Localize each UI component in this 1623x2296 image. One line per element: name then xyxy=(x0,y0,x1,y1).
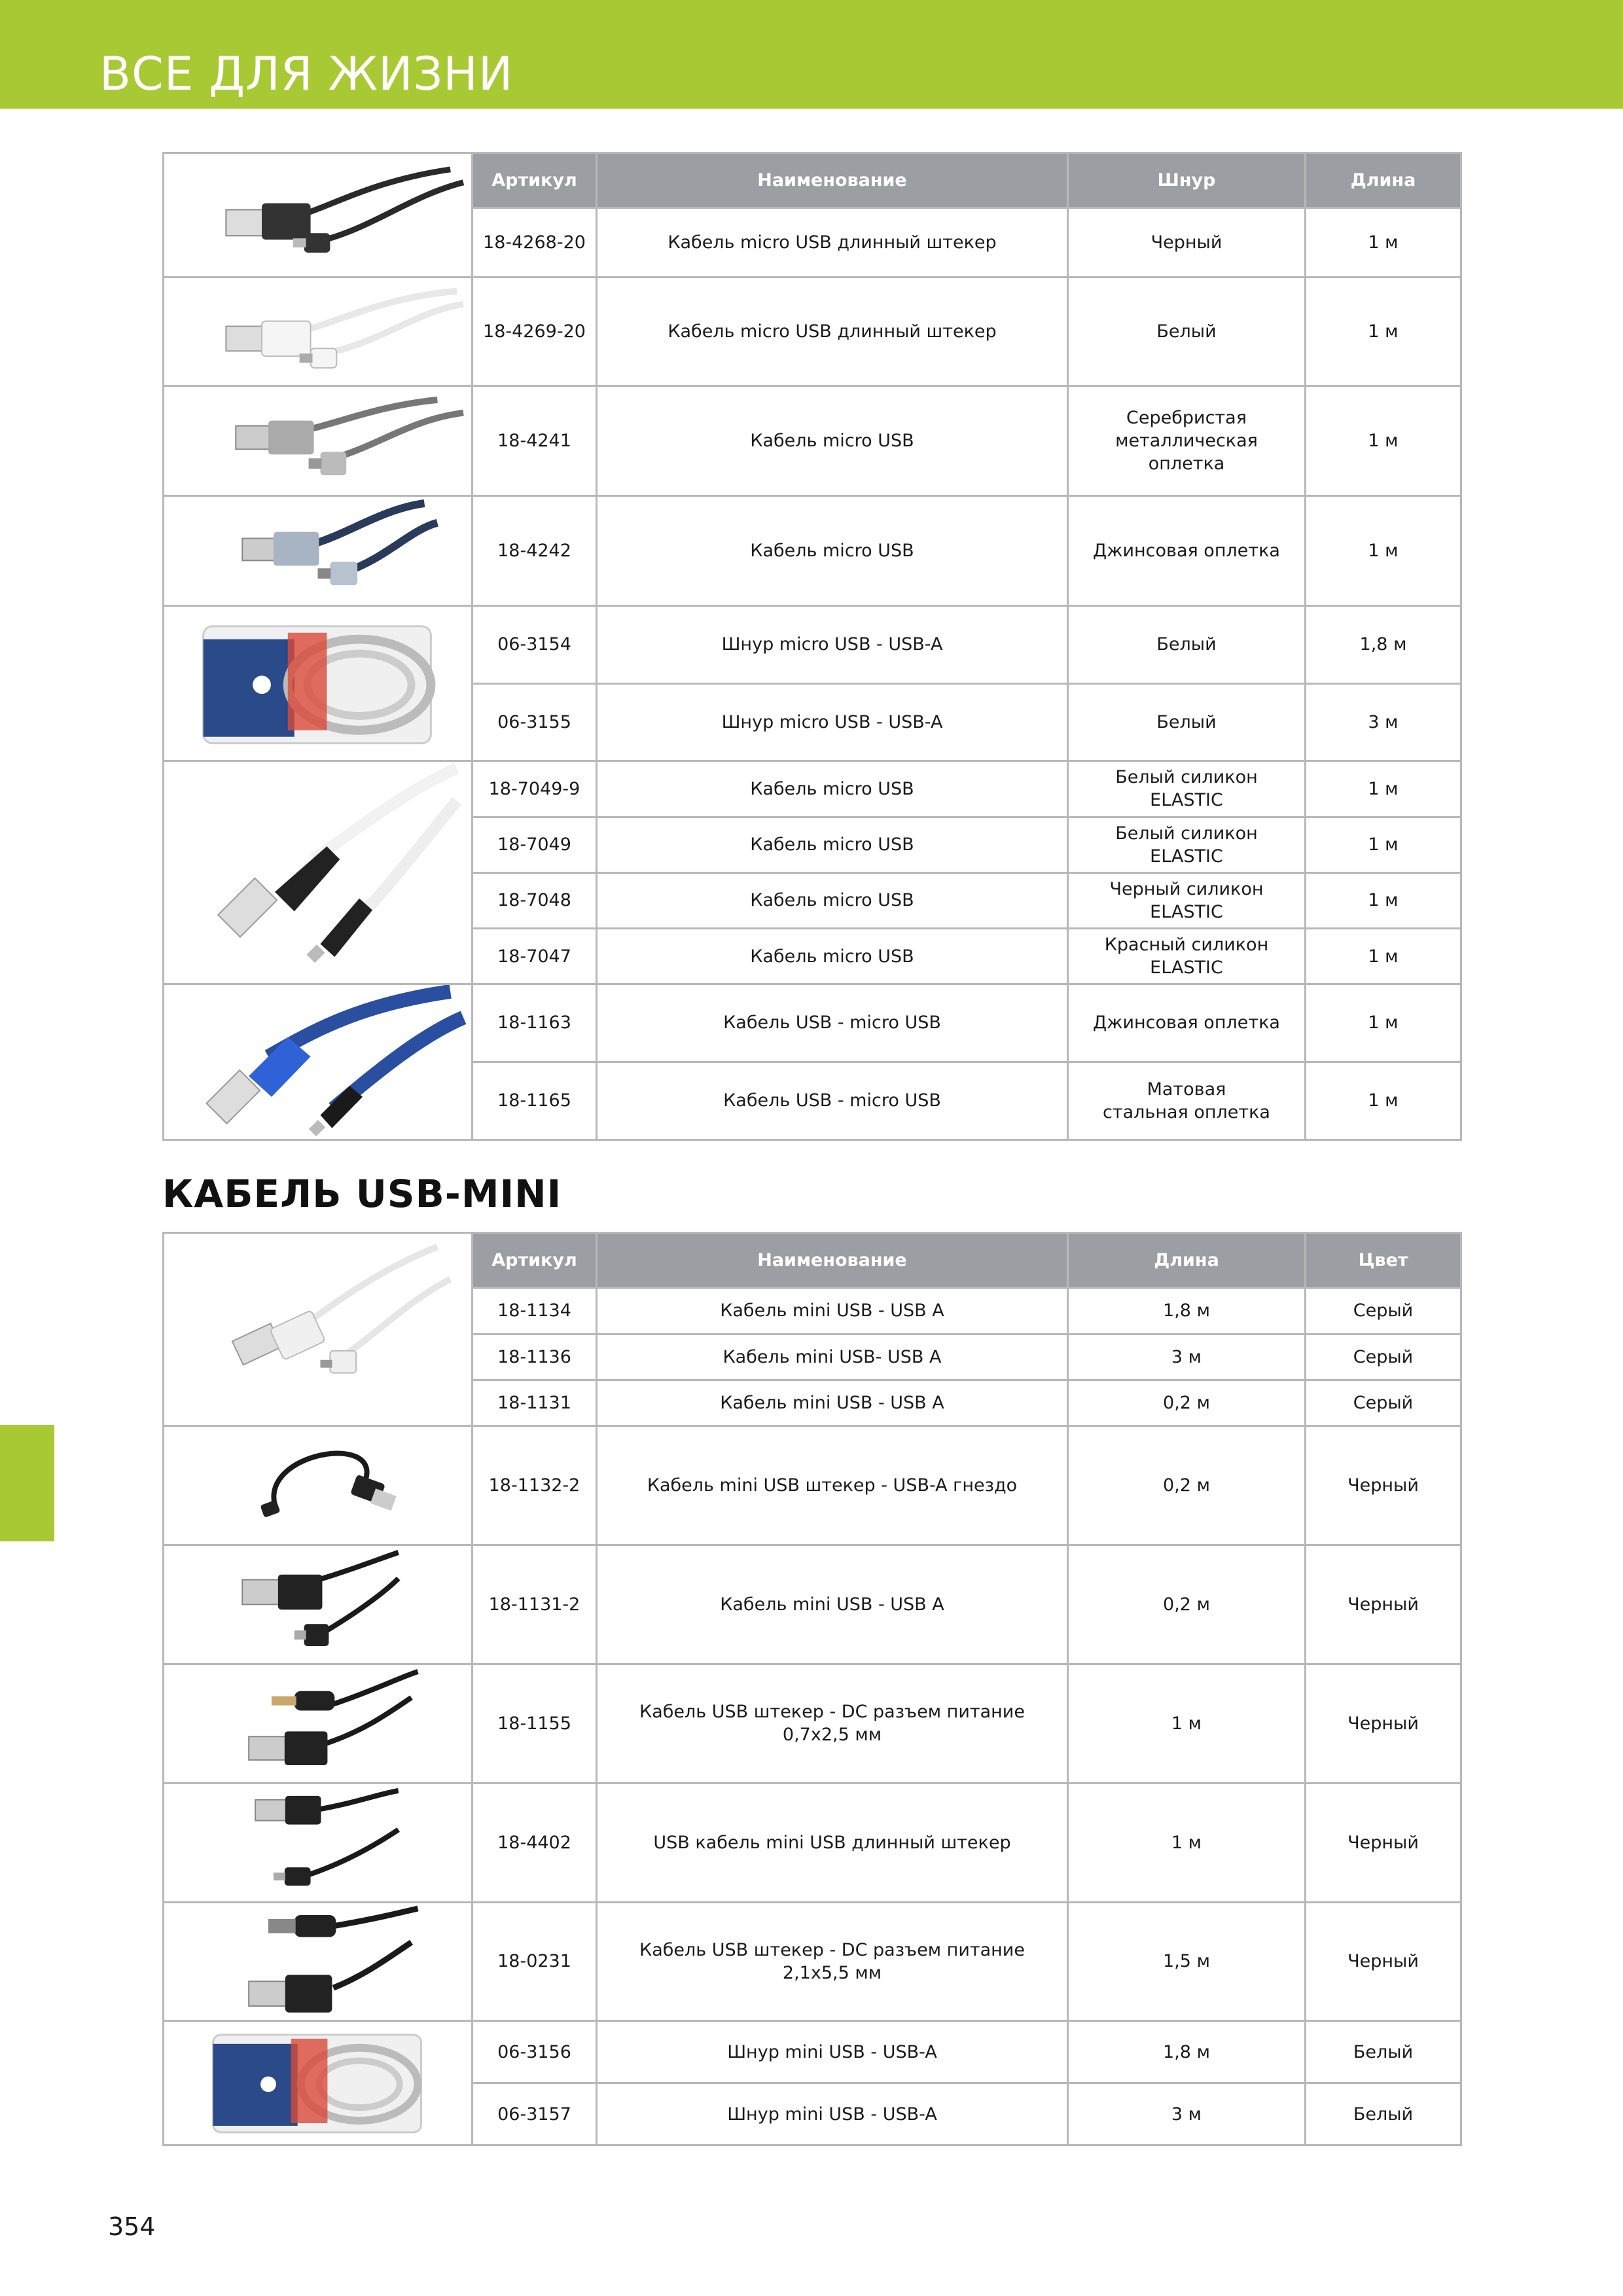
sku-cell: 18-1131-2 xyxy=(473,1545,597,1664)
page-number: 354 xyxy=(108,2212,156,2241)
name-cell: Кабель micro USB xyxy=(597,817,1068,872)
cable-silver-image xyxy=(164,387,471,495)
length-cell: 3 м xyxy=(1068,2083,1306,2145)
cord-cell: Белый xyxy=(1068,605,1306,683)
color-cell: Серый xyxy=(1306,1334,1461,1380)
color-cell: Серый xyxy=(1306,1288,1461,1334)
top-banner xyxy=(0,0,1623,109)
side-section-tab xyxy=(0,1425,54,1541)
table-row xyxy=(164,1664,1461,1783)
sku-cell: 06-3156 xyxy=(473,2021,597,2083)
sku-cell: 18-4269-20 xyxy=(473,278,597,386)
table-row xyxy=(164,495,1461,605)
length-cell: 0,2 м xyxy=(1068,1545,1306,1664)
cable-dc-07-image xyxy=(164,1665,471,1782)
name-cell: Кабель micro USB xyxy=(597,761,1068,817)
sku-cell: 18-7048 xyxy=(473,872,597,928)
color-cell: Черный xyxy=(1306,1902,1461,2021)
product-image xyxy=(164,984,473,1140)
name-cell: Кабель USB - micro USB xyxy=(597,1062,1068,1139)
name-cell: Кабель USB штекер - DC разъем питание 2,1x5,5 мм xyxy=(597,1902,1068,2021)
color-cell: Белый xyxy=(1306,2021,1461,2083)
sku-cell: 18-4268-20 xyxy=(473,208,597,278)
length-cell: 1,8 м xyxy=(1068,2021,1306,2083)
sku-cell: 18-7049-9 xyxy=(473,761,597,817)
col-header: Шнур xyxy=(1068,153,1306,208)
cable-elastic-image xyxy=(164,762,471,983)
table-row xyxy=(164,386,1461,495)
cable-long-plug-image xyxy=(164,1784,471,1901)
name-cell: USB кабель mini USB длинный штекер xyxy=(597,1783,1068,1902)
length-cell: 3 м xyxy=(1306,683,1461,761)
length-cell: 0,2 м xyxy=(1068,1380,1306,1426)
table-row xyxy=(164,2021,1461,2083)
color-cell: Черный xyxy=(1306,1664,1461,1783)
length-cell: 1 м xyxy=(1068,1783,1306,1902)
col-header: Артикул xyxy=(473,1233,597,1288)
mini-usb-table xyxy=(162,1232,1462,2146)
table-row xyxy=(164,1426,1461,1545)
micro-usb-table xyxy=(162,152,1462,1141)
length-cell: 1 м xyxy=(1306,386,1461,495)
table-row xyxy=(164,1902,1461,2021)
cord-cell: Красный силикон ELASTIC xyxy=(1068,928,1306,984)
sku-cell: 06-3154 xyxy=(473,605,597,683)
col-header: Наименование xyxy=(597,153,1068,208)
length-cell: 1 м xyxy=(1306,928,1461,984)
table-row xyxy=(164,984,1461,1062)
sku-cell: 18-1134 xyxy=(473,1288,597,1334)
name-cell: Шнур mini USB - USB-A xyxy=(597,2083,1068,2145)
sku-cell: 06-3157 xyxy=(473,2083,597,2145)
name-cell: Кабель micro USB xyxy=(597,928,1068,984)
length-cell: 1,8 м xyxy=(1068,1288,1306,1334)
length-cell: 1 м xyxy=(1306,872,1461,928)
sku-cell: 18-1165 xyxy=(473,1062,597,1139)
length-cell: 1 м xyxy=(1306,761,1461,817)
cord-cell: Джинсовая оплетка xyxy=(1068,984,1306,1062)
length-cell: 1 м xyxy=(1306,208,1461,278)
sku-cell: 18-1132-2 xyxy=(473,1426,597,1545)
table-row xyxy=(164,761,1461,817)
name-cell: Кабель mini USB - USB A xyxy=(597,1545,1068,1664)
sku-cell: 18-1136 xyxy=(473,1334,597,1380)
color-cell: Черный xyxy=(1306,1545,1461,1664)
sku-cell: 06-3155 xyxy=(473,683,597,761)
table-row xyxy=(164,278,1461,386)
name-cell: Кабель USB штекер - DC разъем питание 0,7x2,5 мм xyxy=(597,1664,1068,1783)
sku-cell: 18-7047 xyxy=(473,928,597,984)
cord-cell: Белый xyxy=(1068,278,1306,386)
name-cell: Кабель mini USB- USB A xyxy=(597,1334,1068,1380)
product-image xyxy=(164,761,473,984)
cable-denim-image xyxy=(164,497,471,605)
length-cell: 0,2 м xyxy=(1068,1426,1306,1545)
color-cell: Черный xyxy=(1306,1426,1461,1545)
section-title-usb-mini: КАБЕЛЬ USB-MINI xyxy=(162,1172,562,1216)
product-image xyxy=(164,495,473,605)
cable-black-image xyxy=(164,156,471,274)
sku-cell: 18-4402 xyxy=(473,1783,597,1902)
sku-cell: 18-1155 xyxy=(473,1664,597,1783)
cable-package-image xyxy=(164,607,471,761)
cord-cell: Белый силикон ELASTIC xyxy=(1068,761,1306,817)
sku-cell: 18-1131 xyxy=(473,1380,597,1426)
product-image xyxy=(164,605,473,761)
product-image xyxy=(164,386,473,495)
cable-blue-image xyxy=(164,985,471,1139)
table-row xyxy=(164,1783,1461,1902)
name-cell: Кабель USB - micro USB xyxy=(597,984,1068,1062)
sku-cell: 18-0231 xyxy=(473,1902,597,2021)
name-cell: Шнур micro USB - USB-A xyxy=(597,605,1068,683)
name-cell: Кабель mini USB - USB A xyxy=(597,1380,1068,1426)
col-header: Наименование xyxy=(597,1233,1068,1288)
length-cell: 1 м xyxy=(1306,984,1461,1062)
cable-package-mini-image xyxy=(164,2022,471,2144)
cable-grey-mini-image xyxy=(164,1234,471,1425)
product-image xyxy=(164,1664,473,1783)
cord-cell: Белый силикон ELASTIC xyxy=(1068,817,1306,872)
color-cell: Серый xyxy=(1306,1380,1461,1426)
product-image xyxy=(164,1902,473,2021)
cord-cell: Белый xyxy=(1068,683,1306,761)
color-cell: Черный xyxy=(1306,1783,1461,1902)
name-cell: Шнур micro USB - USB-A xyxy=(597,683,1068,761)
sku-cell: 18-1163 xyxy=(473,984,597,1062)
length-cell: 1,5 м xyxy=(1068,1902,1306,2021)
col-header: Длина xyxy=(1068,1233,1306,1288)
table-row xyxy=(164,1545,1461,1664)
name-cell: Кабель mini USB - USB A xyxy=(597,1288,1068,1334)
sku-cell: 18-4242 xyxy=(473,495,597,605)
sku-cell: 18-7049 xyxy=(473,817,597,872)
color-cell: Белый xyxy=(1306,2083,1461,2145)
product-image xyxy=(164,278,473,386)
cord-cell: Джинсовая оплетка xyxy=(1068,495,1306,605)
product-image xyxy=(164,1233,473,1426)
name-cell: Кабель micro USB xyxy=(597,495,1068,605)
cable-black-mini-image xyxy=(164,1546,471,1663)
col-header: Артикул xyxy=(473,153,597,208)
length-cell: 1 м xyxy=(1306,1062,1461,1139)
product-image xyxy=(164,1426,473,1545)
cable-white-image xyxy=(164,278,471,385)
name-cell: Шнур mini USB - USB-A xyxy=(597,2021,1068,2083)
col-header: Длина xyxy=(1306,153,1461,208)
cord-cell: Черный силикон ELASTIC xyxy=(1068,872,1306,928)
cord-cell: Черный xyxy=(1068,208,1306,278)
table-row xyxy=(164,605,1461,683)
length-cell: 3 м xyxy=(1068,1334,1306,1380)
product-image xyxy=(164,2021,473,2145)
brand-title: ВСЕ ДЛЯ ЖИЗНИ xyxy=(99,47,514,101)
name-cell: Кабель micro USB длинный штекер xyxy=(597,278,1068,386)
length-cell: 1 м xyxy=(1306,278,1461,386)
product-image xyxy=(164,153,473,278)
name-cell: Кабель micro USB xyxy=(597,386,1068,495)
name-cell: Кабель micro USB длинный штекер xyxy=(597,208,1068,278)
sku-cell: 18-4241 xyxy=(473,386,597,495)
length-cell: 1 м xyxy=(1306,817,1461,872)
cord-cell: Матовая стальная оплетка xyxy=(1068,1062,1306,1139)
length-cell: 1 м xyxy=(1068,1664,1306,1783)
name-cell: Кабель mini USB штекер - USB-A гнездо xyxy=(597,1426,1068,1545)
cord-cell: Серебристая металлическая оплетка xyxy=(1068,386,1306,495)
product-image xyxy=(164,1783,473,1902)
col-header: Цвет xyxy=(1306,1233,1461,1288)
cable-short-black-image xyxy=(164,1427,471,1544)
name-cell: Кабель micro USB xyxy=(597,872,1068,928)
length-cell: 1 м xyxy=(1306,495,1461,605)
product-image xyxy=(164,1545,473,1664)
length-cell: 1,8 м xyxy=(1306,605,1461,683)
cable-dc-21-image xyxy=(164,1903,471,2020)
